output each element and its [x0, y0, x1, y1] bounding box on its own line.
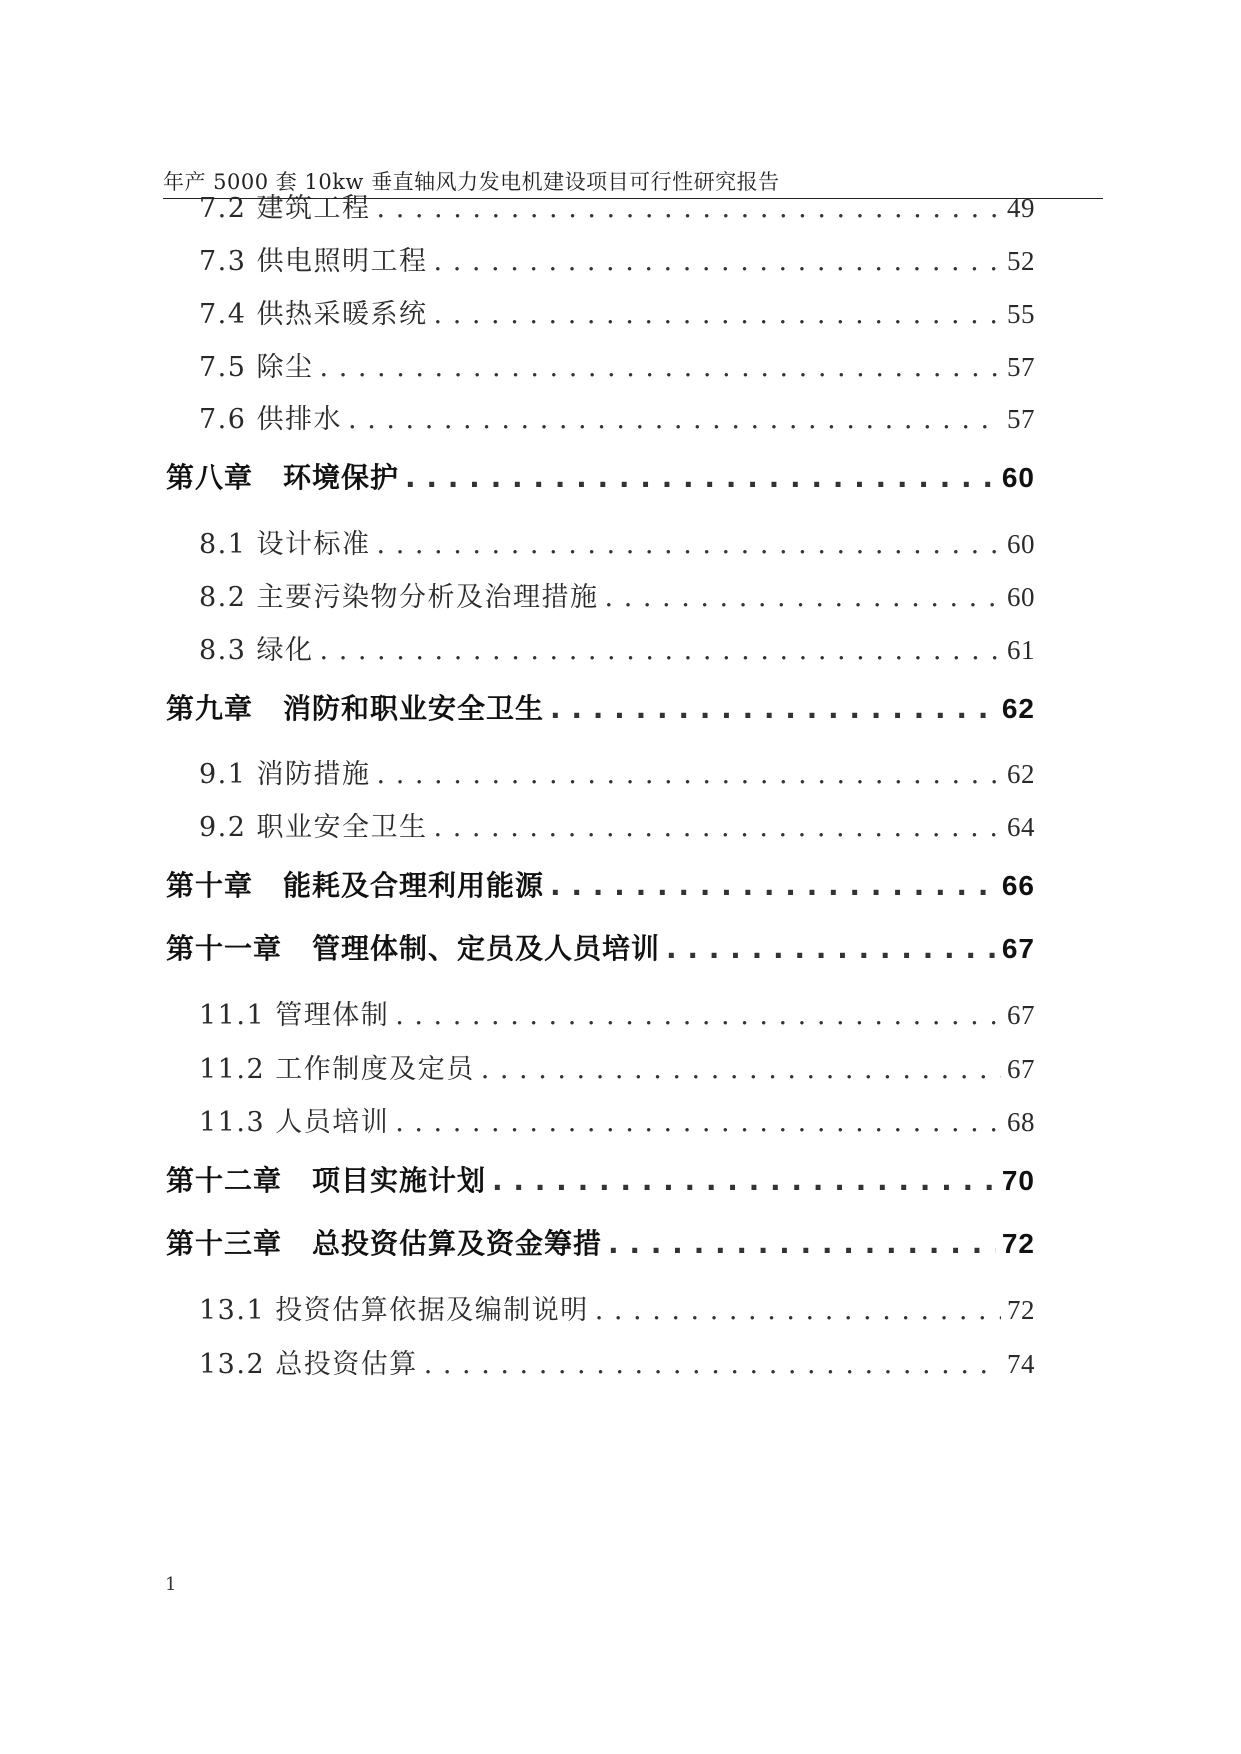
toc-entry-number: 7.2: [199, 193, 247, 224]
toc-entry-number: 11.3: [199, 1107, 266, 1138]
toc-dot-leader: [320, 635, 1001, 666]
toc-dot-leader: [377, 529, 1001, 560]
toc-entry-label: [166, 927, 660, 967]
toc-entry-title: 供热采暖系统: [256, 299, 428, 330]
toc-page-number: 61: [1007, 635, 1035, 665]
toc-entry-title: 能耗及合理利用能源: [283, 869, 545, 902]
toc-dot-leader: [434, 246, 1001, 277]
toc-dot-leader: [434, 812, 1001, 843]
toc-entry-title: 环境保护: [283, 461, 400, 494]
toc-dot-leader: [595, 1295, 1001, 1326]
toc-entry-number: 7.5: [199, 352, 247, 383]
toc-entry-number: 8.2: [199, 582, 247, 613]
toc-page-number: 55: [1007, 299, 1035, 329]
toc-entry-label: [199, 752, 371, 791]
toc-entry-title: 绿化: [256, 635, 314, 666]
toc-entry-title: 管理体制: [275, 1000, 390, 1031]
toc-entry-number: 11.1: [199, 1000, 266, 1031]
toc-entry-label: [166, 864, 544, 904]
toc-entry-title: 建筑工程: [256, 193, 371, 224]
toc-entry-number: 7.6: [199, 404, 247, 435]
toc-entry-number: 第八章: [166, 461, 254, 494]
toc-chapter-entry[interactable]: [166, 927, 1035, 967]
toc-entry-number: 第十三章: [166, 1227, 283, 1260]
toc-dot-leader: [608, 1227, 996, 1260]
toc-section-entry[interactable]: [199, 292, 1035, 331]
toc-entry-label: [166, 687, 544, 727]
toc-dot-leader: [377, 759, 1001, 790]
toc-page-number: 67: [1001, 933, 1035, 964]
toc-dot-leader: [481, 1054, 1001, 1085]
toc-entry-title: 主要污染物分析及治理措施: [256, 582, 599, 613]
toc-section-entry[interactable]: [199, 239, 1035, 278]
toc-section-entry[interactable]: [199, 628, 1035, 667]
toc-entry-number: 9.1: [199, 759, 247, 790]
toc-dot-leader: [405, 461, 996, 494]
toc-entry-label: [199, 292, 428, 331]
toc-page-number: 52: [1007, 246, 1035, 276]
toc-entry-title: 供排水: [256, 404, 343, 435]
toc-entry-label: [166, 1159, 486, 1199]
toc-entry-number: 13.2: [199, 1349, 266, 1380]
toc-page-number: 67: [1007, 1000, 1035, 1030]
toc-entry-title: 设计标准: [256, 529, 371, 560]
toc-entry-number: 第十一章: [166, 932, 283, 965]
toc-section-entry[interactable]: [199, 345, 1035, 384]
toc-page-number: 68: [1007, 1107, 1035, 1137]
toc-section-entry[interactable]: [199, 1100, 1035, 1139]
toc-dot-leader: [320, 352, 1001, 383]
toc-page-number: 49: [1007, 193, 1035, 223]
toc-entry-number: 11.2: [199, 1054, 266, 1085]
toc-chapter-entry[interactable]: [166, 1222, 1035, 1262]
toc-page-number: 74: [1007, 1349, 1035, 1379]
toc-page-number: 62: [1007, 759, 1035, 789]
toc-entry-number: 7.4: [199, 299, 247, 330]
toc-entry-title: 除尘: [256, 352, 314, 383]
toc-page-number: 60: [1001, 462, 1035, 493]
toc-chapter-entry[interactable]: [166, 687, 1035, 727]
toc-dot-leader: [348, 404, 1001, 435]
toc-page-number: 60: [1007, 529, 1035, 559]
toc-entry-number: 8.3: [199, 635, 247, 666]
toc-entry-title: 人员培训: [275, 1107, 390, 1138]
toc-page-number: 60: [1007, 582, 1035, 612]
toc-entry-label: [199, 345, 314, 384]
toc-entry-title: 职业安全卫生: [256, 812, 428, 843]
toc-page-number: 64: [1007, 812, 1035, 842]
toc-entry-label: [199, 522, 371, 561]
toc-entry-label: [199, 239, 428, 278]
toc-entry-number: 第九章: [166, 692, 254, 725]
toc-entry-number: 7.3: [199, 246, 247, 277]
toc-entry-label: [199, 186, 371, 225]
toc-section-entry[interactable]: [199, 1047, 1035, 1086]
toc-entry-number: 9.2: [199, 812, 247, 843]
toc-entry-label: [199, 1342, 418, 1381]
toc-entry-title: 投资估算依据及编制说明: [275, 1295, 589, 1326]
toc-entry-title: 供电照明工程: [256, 246, 428, 277]
toc-page-number: 72: [1001, 1228, 1035, 1259]
toc-entry-title: 管理体制、定员及人员培训: [312, 932, 661, 965]
toc-page-number: 66: [1001, 870, 1035, 901]
toc-page-number: 57: [1007, 352, 1035, 382]
toc-entry-title: 消防措施: [256, 759, 371, 790]
toc-dot-leader: [395, 1000, 1001, 1031]
toc-chapter-entry[interactable]: [166, 456, 1035, 496]
toc-dot-leader: [434, 299, 1001, 330]
toc-entry-label: [199, 993, 389, 1032]
toc-section-entry[interactable]: [199, 397, 1035, 436]
toc-entry-title: 项目实施计划: [312, 1164, 487, 1197]
toc-chapter-entry[interactable]: [166, 864, 1035, 904]
toc-entry-title: 总投资估算及资金筹措: [312, 1227, 603, 1260]
toc-dot-leader: [424, 1349, 1001, 1380]
toc-section-entry[interactable]: [199, 522, 1035, 561]
toc-dot-leader: [377, 193, 1001, 224]
toc-entry-label: [199, 1288, 589, 1327]
toc-chapter-entry[interactable]: [166, 1159, 1035, 1199]
toc-entry-label: [199, 575, 599, 614]
toc-entry-label: [199, 397, 342, 436]
toc-entry-title: 总投资估算: [275, 1349, 418, 1380]
toc-entry-number: 8.1: [199, 529, 247, 560]
toc-page-number: 62: [1001, 693, 1035, 724]
toc-section-entry[interactable]: [199, 1342, 1035, 1381]
toc-entry-label: [199, 1047, 475, 1086]
toc-section-entry[interactable]: [199, 186, 1035, 225]
toc-entry-label: [199, 805, 428, 844]
toc-entry-title: 工作制度及定员: [275, 1054, 475, 1085]
toc-section-entry[interactable]: [199, 993, 1035, 1032]
toc-section-entry[interactable]: [199, 575, 1035, 614]
toc-entry-number: 第十二章: [166, 1164, 283, 1197]
toc-dot-leader: [550, 692, 996, 725]
toc-section-entry[interactable]: [199, 805, 1035, 844]
running-header: 年产 5000 套 10kw 垂直轴风力发电机建设项目可行性研究报告: [163, 170, 780, 194]
toc-dot-leader: [666, 932, 996, 965]
toc-section-entry[interactable]: [199, 1288, 1035, 1327]
toc-page-number: 72: [1007, 1295, 1035, 1325]
toc-entry-number: 第十章: [166, 869, 254, 902]
toc-dot-leader: [492, 1164, 996, 1197]
toc-entry-number: 13.1: [199, 1295, 266, 1326]
page-number: 1: [165, 1574, 177, 1595]
toc-entry-label: [166, 1222, 602, 1262]
toc-dot-leader: [605, 582, 1001, 613]
toc-entry-title: 消防和职业安全卫生: [283, 692, 545, 725]
toc-section-entry[interactable]: [199, 752, 1035, 791]
toc-page-number: 70: [1001, 1165, 1035, 1196]
toc-entry-label: [166, 456, 399, 496]
toc-page-number: 57: [1007, 404, 1035, 434]
toc-page-number: 67: [1007, 1054, 1035, 1084]
toc-dot-leader: [395, 1107, 1001, 1138]
toc-entry-label: [199, 1100, 389, 1139]
toc-entry-label: [199, 628, 314, 667]
toc-dot-leader: [550, 869, 996, 902]
